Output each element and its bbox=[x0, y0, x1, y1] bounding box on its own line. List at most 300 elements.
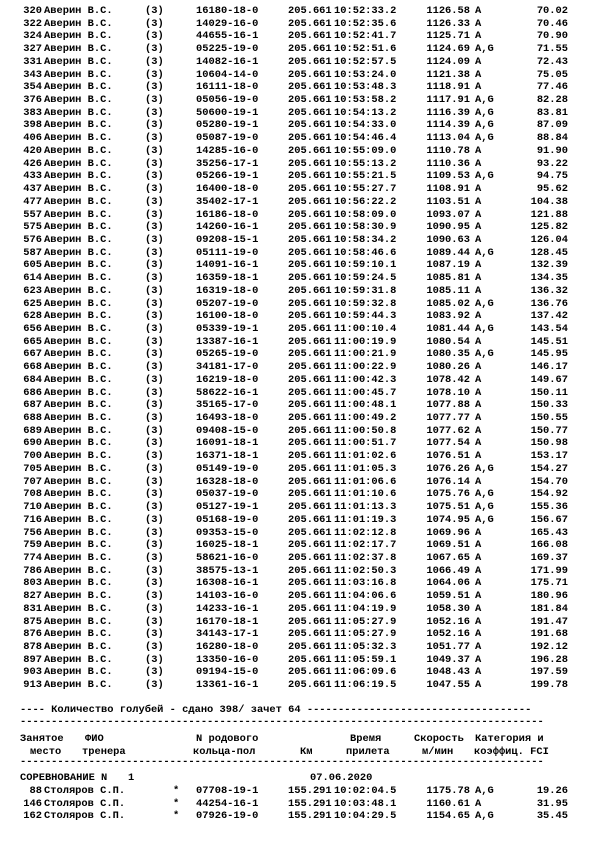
team-cell: (3) bbox=[145, 348, 164, 361]
category-cell: A bbox=[475, 666, 482, 679]
category-cell: A bbox=[475, 424, 482, 437]
ring-cell: 05266-19-1 bbox=[196, 170, 259, 183]
team-cell: (3) bbox=[145, 55, 164, 68]
place-cell: 665 bbox=[23, 335, 42, 348]
name-cell: Аверин В.С. bbox=[44, 208, 113, 221]
speed-cell: 1078.42 bbox=[426, 373, 470, 386]
coef-cell: 91.90 bbox=[536, 144, 568, 157]
coef-cell: 125.82 bbox=[530, 221, 568, 234]
ring-cell: 16186-18-0 bbox=[196, 208, 259, 221]
place-cell: 383 bbox=[23, 106, 42, 119]
km-cell: 205.661 bbox=[288, 17, 332, 30]
separator-text: ------------------------------------------------------------------------------------ bbox=[20, 716, 544, 728]
coef-cell: 104.38 bbox=[530, 195, 568, 208]
category-cell: A bbox=[475, 5, 482, 17]
name-cell: Аверин В.С. bbox=[44, 628, 113, 641]
time-cell: 11:01:05.3 bbox=[334, 462, 397, 475]
team-cell: (3) bbox=[145, 679, 164, 692]
speed-cell: 1075.51 bbox=[426, 501, 470, 514]
time-cell: 10:59:24.5 bbox=[334, 272, 397, 285]
category-cell: A,G bbox=[475, 501, 494, 514]
time-cell: 10:52:33.2 bbox=[334, 5, 397, 17]
time-cell: 11:01:19.3 bbox=[334, 513, 397, 526]
team-cell: (3) bbox=[145, 335, 164, 348]
category-cell: A bbox=[475, 653, 482, 666]
coef-cell: 72.43 bbox=[536, 55, 568, 68]
coef-cell: 31.95 bbox=[536, 797, 568, 810]
place-cell: 803 bbox=[23, 577, 42, 590]
km-cell: 205.661 bbox=[288, 653, 332, 666]
ring-cell: 13361-16-1 bbox=[196, 679, 259, 692]
km-cell: 205.661 bbox=[288, 602, 332, 615]
coef-cell: 94.75 bbox=[536, 170, 568, 183]
speed-cell: 1077.62 bbox=[426, 424, 470, 437]
km-cell: 205.661 bbox=[288, 539, 332, 552]
place-cell: 774 bbox=[23, 551, 42, 564]
team-cell: (3) bbox=[145, 323, 164, 335]
team-cell: (3) bbox=[145, 412, 164, 425]
name-cell: Аверин В.С. bbox=[44, 157, 113, 170]
team-cell: (3) bbox=[145, 297, 164, 310]
team-cell: (3) bbox=[145, 501, 164, 514]
place-cell: 625 bbox=[23, 297, 42, 310]
team-cell: (3) bbox=[145, 513, 164, 526]
name-cell: Аверин В.С. bbox=[44, 488, 113, 501]
header-name: ФИО bbox=[85, 733, 104, 745]
time-cell: 10:58:09.0 bbox=[334, 208, 397, 221]
category-cell: A bbox=[475, 526, 482, 539]
place-cell: 705 bbox=[23, 462, 42, 475]
team-cell: (3) bbox=[145, 539, 164, 552]
name-cell: Аверин В.С. bbox=[44, 132, 113, 145]
team-cell: (3) bbox=[145, 30, 164, 43]
competition-label: СОРЕВНОВАНИЕ N bbox=[20, 772, 108, 784]
time-cell: 11:05:27.9 bbox=[334, 615, 397, 628]
header-time: Время bbox=[350, 733, 382, 745]
name-cell: Аверин В.С. bbox=[44, 5, 113, 17]
category-cell: A,G bbox=[475, 106, 494, 119]
km-cell: 205.661 bbox=[288, 526, 332, 539]
time-cell: 10:59:44.3 bbox=[334, 310, 397, 323]
coef-cell: 126.04 bbox=[530, 233, 568, 246]
place-cell: 831 bbox=[23, 602, 42, 615]
category-cell: A bbox=[475, 412, 482, 425]
place-cell: 827 bbox=[23, 590, 42, 603]
name-cell: Аверин В.С. bbox=[44, 475, 113, 488]
place-cell: 689 bbox=[23, 424, 42, 437]
speed-cell: 1118.91 bbox=[426, 81, 470, 94]
ring-cell: 13350-16-0 bbox=[196, 653, 259, 666]
team-cell: (3) bbox=[145, 246, 164, 259]
team-cell: (3) bbox=[145, 653, 164, 666]
ring-cell: 09408-15-0 bbox=[196, 424, 259, 437]
ring-cell: 05037-19-0 bbox=[196, 488, 259, 501]
speed-cell: 1089.44 bbox=[426, 246, 470, 259]
coef-cell: 75.05 bbox=[536, 68, 568, 81]
km-cell: 205.661 bbox=[288, 157, 332, 170]
coef-cell: 180.96 bbox=[530, 590, 568, 603]
time-cell: 10:54:33.0 bbox=[334, 119, 397, 132]
team-cell: (3) bbox=[145, 106, 164, 119]
speed-cell: 1059.51 bbox=[426, 590, 470, 603]
place-cell: 587 bbox=[23, 246, 42, 259]
coef-cell: 153.17 bbox=[530, 450, 568, 463]
km-cell: 205.661 bbox=[288, 628, 332, 641]
coef-cell: 19.26 bbox=[536, 785, 568, 797]
coef-cell: 128.45 bbox=[530, 246, 568, 259]
name-cell: Аверин В.С. bbox=[44, 386, 113, 399]
coef-cell: 137.42 bbox=[530, 310, 568, 323]
category-cell: A bbox=[475, 797, 482, 810]
competition-date: 07.06.2020 bbox=[310, 772, 373, 784]
speed-cell: 1154.65 bbox=[426, 810, 470, 823]
speed-cell: 1085.81 bbox=[426, 272, 470, 285]
km-cell: 205.661 bbox=[288, 564, 332, 577]
place-cell: 878 bbox=[23, 641, 42, 653]
speed-cell: 1121.38 bbox=[426, 68, 470, 81]
category-cell: A,G bbox=[475, 488, 494, 501]
ring-cell: 16493-18-0 bbox=[196, 412, 259, 425]
coef-cell: 35.45 bbox=[536, 810, 568, 823]
separator-text-2: ------------------------------------------------------------------------------------ bbox=[20, 756, 544, 768]
ring-cell: 10604-14-0 bbox=[196, 68, 259, 81]
team-cell: (3) bbox=[145, 132, 164, 145]
ring-cell: 16170-18-1 bbox=[196, 615, 259, 628]
name-cell: Аверин В.С. bbox=[44, 335, 113, 348]
km-cell: 205.661 bbox=[288, 195, 332, 208]
category-cell: A bbox=[475, 641, 482, 653]
name-cell: Аверин В.С. bbox=[44, 348, 113, 361]
category-cell: A,G bbox=[475, 132, 494, 145]
place-cell: 667 bbox=[23, 348, 42, 361]
km-cell: 205.661 bbox=[288, 577, 332, 590]
ring-cell: 14103-16-0 bbox=[196, 590, 259, 603]
speed-cell: 1124.09 bbox=[426, 55, 470, 68]
km-cell: 205.661 bbox=[288, 424, 332, 437]
place-cell: 327 bbox=[23, 43, 42, 56]
category-cell: A,G bbox=[475, 297, 494, 310]
ring-cell: 05207-19-0 bbox=[196, 297, 259, 310]
category-cell: A bbox=[475, 615, 482, 628]
name-cell: Аверин В.С. bbox=[44, 43, 113, 56]
km-cell: 205.661 bbox=[288, 5, 332, 17]
ring-cell: 05087-19-0 bbox=[196, 132, 259, 145]
place-cell: 576 bbox=[23, 233, 42, 246]
place-cell: 426 bbox=[23, 157, 42, 170]
ring-cell: 07708-19-1 bbox=[196, 785, 259, 797]
team-cell: (3) bbox=[145, 144, 164, 157]
header-name-2: тренера bbox=[82, 746, 126, 758]
name-cell: Аверин В.С. bbox=[44, 246, 113, 259]
team-cell: (3) bbox=[145, 81, 164, 94]
place-cell: 331 bbox=[23, 55, 42, 68]
time-cell: 11:00:10.4 bbox=[334, 323, 397, 335]
name-cell: Аверин В.С. bbox=[44, 653, 113, 666]
name-cell: Столяров С.П. bbox=[44, 810, 126, 823]
speed-cell: 1074.95 bbox=[426, 513, 470, 526]
speed-cell: 1067.65 bbox=[426, 551, 470, 564]
category-cell: A,G bbox=[475, 785, 494, 797]
name-cell: Аверин В.С. bbox=[44, 437, 113, 450]
category-cell: A bbox=[475, 183, 482, 196]
time-cell: 11:00:22.9 bbox=[334, 361, 397, 374]
coef-cell: 70.46 bbox=[536, 17, 568, 30]
place-cell: 146 bbox=[23, 797, 42, 810]
coef-cell: 181.84 bbox=[530, 602, 568, 615]
ring-cell: 09208-15-1 bbox=[196, 233, 259, 246]
speed-cell: 1069.96 bbox=[426, 526, 470, 539]
place-cell: 690 bbox=[23, 437, 42, 450]
name-cell: Аверин В.С. bbox=[44, 462, 113, 475]
km-cell: 205.661 bbox=[288, 81, 332, 94]
name-cell: Аверин В.С. bbox=[44, 81, 113, 94]
ring-cell: 50600-19-1 bbox=[196, 106, 259, 119]
time-cell: 11:03:16.8 bbox=[334, 577, 397, 590]
ring-cell: 16180-18-0 bbox=[196, 5, 259, 17]
category-cell: A,G bbox=[475, 513, 494, 526]
ring-cell: 38575-13-1 bbox=[196, 564, 259, 577]
name-cell: Аверин В.С. bbox=[44, 551, 113, 564]
name-cell: Столяров С.П. bbox=[44, 797, 126, 810]
coef-cell: 150.55 bbox=[530, 412, 568, 425]
coef-cell: 175.71 bbox=[530, 577, 568, 590]
coef-cell: 191.68 bbox=[530, 628, 568, 641]
name-cell: Аверин В.С. bbox=[44, 310, 113, 323]
speed-cell: 1077.54 bbox=[426, 437, 470, 450]
category-cell: A bbox=[475, 195, 482, 208]
name-cell: Аверин В.С. bbox=[44, 399, 113, 412]
time-cell: 11:00:51.7 bbox=[334, 437, 397, 450]
coef-cell: 136.76 bbox=[530, 297, 568, 310]
km-cell: 205.661 bbox=[288, 68, 332, 81]
place-cell: 575 bbox=[23, 221, 42, 234]
km-cell: 205.661 bbox=[288, 94, 332, 107]
speed-cell: 1108.91 bbox=[426, 183, 470, 196]
place-cell: 320 bbox=[23, 5, 42, 17]
time-cell: 10:02:04.5 bbox=[334, 785, 397, 797]
place-cell: 88 bbox=[29, 785, 42, 797]
speed-cell: 1075.76 bbox=[426, 488, 470, 501]
ring-cell: 09353-15-0 bbox=[196, 526, 259, 539]
ring-cell: 05280-19-1 bbox=[196, 119, 259, 132]
km-cell: 205.661 bbox=[288, 132, 332, 145]
name-cell: Аверин В.С. bbox=[44, 590, 113, 603]
category-cell: A bbox=[475, 564, 482, 577]
category-cell: A bbox=[475, 144, 482, 157]
km-cell: 205.661 bbox=[288, 361, 332, 374]
team-cell: (3) bbox=[145, 602, 164, 615]
coef-cell: 145.95 bbox=[530, 348, 568, 361]
km-cell: 205.661 bbox=[288, 233, 332, 246]
category-cell: A bbox=[475, 361, 482, 374]
speed-cell: 1048.43 bbox=[426, 666, 470, 679]
speed-cell: 1126.33 bbox=[426, 17, 470, 30]
place-cell: 376 bbox=[23, 94, 42, 107]
ring-cell: 14091-16-1 bbox=[196, 259, 259, 272]
team-cell: (3) bbox=[145, 361, 164, 374]
ring-cell: 16219-18-0 bbox=[196, 373, 259, 386]
speed-cell: 1083.92 bbox=[426, 310, 470, 323]
name-cell: Аверин В.С. bbox=[44, 30, 113, 43]
team-cell: (3) bbox=[145, 424, 164, 437]
name-cell: Аверин В.С. bbox=[44, 272, 113, 285]
speed-cell: 1080.26 bbox=[426, 361, 470, 374]
km-cell: 205.661 bbox=[288, 513, 332, 526]
km-cell: 205.661 bbox=[288, 462, 332, 475]
speed-cell: 1069.51 bbox=[426, 539, 470, 552]
category-cell: A bbox=[475, 68, 482, 81]
coef-cell: 70.02 bbox=[536, 5, 568, 17]
place-cell: 897 bbox=[23, 653, 42, 666]
ring-cell: 44655-16-1 bbox=[196, 30, 259, 43]
category-cell: A bbox=[475, 335, 482, 348]
category-cell: A bbox=[475, 272, 482, 285]
team-cell: (3) bbox=[145, 450, 164, 463]
team-cell: (3) bbox=[145, 157, 164, 170]
ring-cell: 16025-18-1 bbox=[196, 539, 259, 552]
name-cell: Аверин В.С. bbox=[44, 450, 113, 463]
time-cell: 10:52:51.6 bbox=[334, 43, 397, 56]
time-cell: 11:05:59.1 bbox=[334, 653, 397, 666]
category-cell: A bbox=[475, 81, 482, 94]
coef-cell: 83.81 bbox=[536, 106, 568, 119]
team-cell: (3) bbox=[145, 564, 164, 577]
place-cell: 708 bbox=[23, 488, 42, 501]
place-cell: 623 bbox=[23, 284, 42, 297]
place-cell: 614 bbox=[23, 272, 42, 285]
speed-cell: 1126.58 bbox=[426, 5, 470, 17]
coef-cell: 93.22 bbox=[536, 157, 568, 170]
km-cell: 205.661 bbox=[288, 488, 332, 501]
ring-cell: 05225-19-0 bbox=[196, 43, 259, 56]
category-cell: A,G bbox=[475, 246, 494, 259]
km-cell: 205.661 bbox=[288, 30, 332, 43]
place-cell: 716 bbox=[23, 513, 42, 526]
coef-cell: 154.70 bbox=[530, 475, 568, 488]
name-cell: Аверин В.С. bbox=[44, 297, 113, 310]
km-cell: 155.291 bbox=[288, 785, 332, 797]
speed-cell: 1160.61 bbox=[426, 797, 470, 810]
speed-cell: 1090.63 bbox=[426, 233, 470, 246]
speed-cell: 1077.77 bbox=[426, 412, 470, 425]
km-cell: 205.661 bbox=[288, 144, 332, 157]
category-cell: A,G bbox=[475, 462, 494, 475]
time-cell: 10:59:31.8 bbox=[334, 284, 397, 297]
team-cell: (3) bbox=[145, 233, 164, 246]
km-cell: 155.291 bbox=[288, 797, 332, 810]
name-cell: Аверин В.С. bbox=[44, 641, 113, 653]
speed-cell: 1090.95 bbox=[426, 221, 470, 234]
category-cell: A bbox=[475, 208, 482, 221]
coef-cell: 166.08 bbox=[530, 539, 568, 552]
ring-cell: 16359-18-1 bbox=[196, 272, 259, 285]
team-cell: (3) bbox=[145, 43, 164, 56]
ring-cell: 16400-18-0 bbox=[196, 183, 259, 196]
team-cell: (3) bbox=[145, 94, 164, 107]
speed-cell: 1077.88 bbox=[426, 399, 470, 412]
time-cell: 11:00:50.8 bbox=[334, 424, 397, 437]
category-cell: A bbox=[475, 259, 482, 272]
time-cell: 11:00:45.7 bbox=[334, 386, 397, 399]
speed-cell: 1049.37 bbox=[426, 653, 470, 666]
name-cell: Аверин В.С. bbox=[44, 526, 113, 539]
km-cell: 205.661 bbox=[288, 590, 332, 603]
coef-cell: 136.32 bbox=[530, 284, 568, 297]
km-cell: 205.661 bbox=[288, 246, 332, 259]
ring-cell: 07926-19-0 bbox=[196, 810, 259, 823]
km-cell: 205.661 bbox=[288, 679, 332, 692]
time-cell: 11:00:49.2 bbox=[334, 412, 397, 425]
km-cell: 205.661 bbox=[288, 106, 332, 119]
name-cell: Аверин В.С. bbox=[44, 17, 113, 30]
category-cell: A bbox=[475, 55, 482, 68]
name-cell: Аверин В.С. bbox=[44, 564, 113, 577]
speed-cell: 1175.78 bbox=[426, 785, 470, 797]
category-cell: A bbox=[475, 577, 482, 590]
place-cell: 628 bbox=[23, 310, 42, 323]
time-cell: 11:01:10.6 bbox=[334, 488, 397, 501]
time-cell: 10:03:48.1 bbox=[334, 797, 397, 810]
competition-number: 1 bbox=[128, 772, 135, 784]
team-cell: (3) bbox=[145, 666, 164, 679]
time-cell: 11:04:19.9 bbox=[334, 602, 397, 615]
name-cell: Аверин В.С. bbox=[44, 513, 113, 526]
place-cell: 433 bbox=[23, 170, 42, 183]
team-cell: (3) bbox=[145, 462, 164, 475]
km-cell: 205.661 bbox=[288, 615, 332, 628]
speed-cell: 1081.44 bbox=[426, 323, 470, 335]
speed-cell: 1110.78 bbox=[426, 144, 470, 157]
place-cell: 756 bbox=[23, 526, 42, 539]
ring-cell: 05149-19-0 bbox=[196, 462, 259, 475]
speed-cell: 1125.71 bbox=[426, 30, 470, 43]
ring-cell: 58622-16-1 bbox=[196, 386, 259, 399]
header-place-2: место bbox=[30, 746, 62, 758]
star-cell: * bbox=[173, 785, 180, 797]
speed-cell: 1085.11 bbox=[426, 284, 470, 297]
ring-cell: 34181-17-0 bbox=[196, 361, 259, 374]
km-cell: 205.661 bbox=[288, 170, 332, 183]
km-cell: 205.661 bbox=[288, 348, 332, 361]
time-cell: 11:04:06.6 bbox=[334, 590, 397, 603]
time-cell: 10:59:32.8 bbox=[334, 297, 397, 310]
coef-cell: 171.99 bbox=[530, 564, 568, 577]
time-cell: 11:00:48.1 bbox=[334, 399, 397, 412]
time-cell: 10:54:13.2 bbox=[334, 106, 397, 119]
category-cell: A bbox=[475, 399, 482, 412]
coef-cell: 156.67 bbox=[530, 513, 568, 526]
name-cell: Аверин В.С. bbox=[44, 195, 113, 208]
time-cell: 11:05:27.9 bbox=[334, 628, 397, 641]
category-cell: A bbox=[475, 373, 482, 386]
speed-cell: 1103.51 bbox=[426, 195, 470, 208]
category-cell: A,G bbox=[475, 323, 494, 335]
category-cell: A,G bbox=[475, 170, 494, 183]
name-cell: Аверин В.С. bbox=[44, 183, 113, 196]
name-cell: Аверин В.С. bbox=[44, 55, 113, 68]
km-cell: 205.661 bbox=[288, 284, 332, 297]
category-cell: A bbox=[475, 17, 482, 30]
name-cell: Аверин В.С. bbox=[44, 259, 113, 272]
time-cell: 10:52:57.5 bbox=[334, 55, 397, 68]
km-cell: 205.661 bbox=[288, 551, 332, 564]
ring-cell: 35402-17-1 bbox=[196, 195, 259, 208]
team-cell: (3) bbox=[145, 488, 164, 501]
time-cell: 10:59:10.1 bbox=[334, 259, 397, 272]
speed-cell: 1076.51 bbox=[426, 450, 470, 463]
ring-cell: 16091-18-1 bbox=[196, 437, 259, 450]
category-cell: A bbox=[475, 551, 482, 564]
